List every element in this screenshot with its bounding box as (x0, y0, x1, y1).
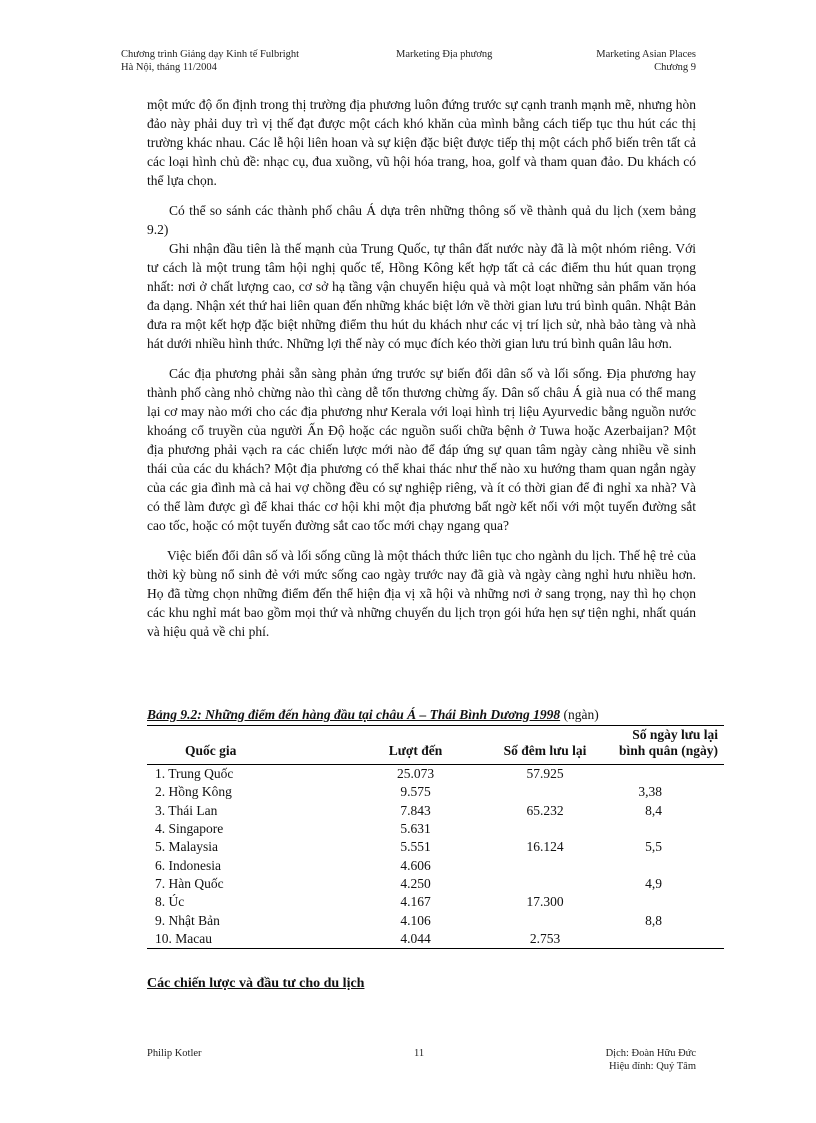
cell-country: 3. Thái Lan (155, 802, 218, 818)
cell-arrivals: 9.575 (400, 784, 431, 800)
cell-arrivals: 4.606 (400, 857, 431, 873)
col-header-nights: Số đêm lưu lại (473, 726, 617, 765)
header-date: Hà Nội, tháng 11/2004 (121, 62, 217, 73)
table-header-row (147, 726, 724, 765)
cell-nights (473, 911, 617, 929)
table-caption-title: Bảng 9.2: Những điểm đến hàng đầu tại châu Á – Thái Bình Dương 1998 (147, 707, 561, 722)
table-row (147, 930, 724, 949)
col-header-arrivals: Lượt đến (358, 726, 473, 765)
header-right (596, 48, 696, 74)
paragraph: Việc biến đổi dân số và lối sống cũng là một thách thức liên tục cho ngành du lịch. Thế hệ trẻ của thời kỳ bùng nổ sinh đẻ với mức sống cao ngày trước nay đã già và ngày càng nghỉ hưu nhiều hơn. Họ đã từng chọn những điểm đến thể hiện địa vị xã hội và những nơi ở sang trọng, nay thì họ chọn các khu nghỉ mát bao gồm mọi thứ và những chuyến du lịch trọn gói hứa hẹn sự tiện nghi, nhất quán và hiệu quả về chi phí. (147, 548, 696, 639)
cell-avg-stay: 5,5 (645, 839, 662, 855)
table-row (147, 838, 724, 856)
cell-nights: 2.753 (473, 930, 617, 949)
cell-avg-stay: 8,4 (645, 802, 662, 818)
cell-avg-stay: 3,38 (638, 784, 662, 800)
cell-avg-stay (617, 820, 724, 838)
cell-nights (473, 783, 617, 801)
cell-country: 4. Singapore (155, 821, 224, 837)
cell-nights (473, 856, 617, 874)
table-row (147, 783, 724, 801)
col-header-country: Quốc gia (147, 726, 358, 765)
table-row (147, 911, 724, 929)
cell-avg-stay: 8,8 (645, 912, 662, 928)
table-row (147, 856, 724, 874)
cell-nights (473, 875, 617, 893)
header-center: Marketing Địa phương (396, 49, 493, 60)
header-book-title: Marketing Asian Places (596, 49, 696, 60)
cell-arrivals: 25.073 (396, 766, 435, 782)
cell-nights: 57.925 (526, 766, 564, 782)
cell-avg-stay: 4,9 (645, 875, 662, 891)
cell-arrivals: 5.551 (400, 839, 431, 855)
cell-avg-stay (617, 893, 724, 911)
cell-country: 8. Úc (155, 894, 185, 910)
table-row (147, 765, 724, 784)
paragraph: Có thể so sánh các thành phố châu Á dựa trên những thông số về thành quả du lịch (xem bảng 9.2) (147, 203, 696, 237)
cell-nights: 65.232 (526, 802, 564, 818)
cell-arrivals: 5.631 (400, 821, 431, 837)
cell-country: 9. Nhật Bản (155, 912, 220, 928)
paragraph: Ghi nhận đầu tiên là thế mạnh của Trung Quốc, tự thân đất nước này đã là một nhóm riêng. Với tư cách là một trung tâm hội nghị quốc tế, Hồng Kông kết hợp tất cả các điểm thu hút quan trọng nhất: nơi ở chất lượng cao, cơ sở hạ tầng vận chuyển hiệu quả và một loạt những sản phẩm văn hóa đa dạng. Nhận xét thứ hai liên quan đến những khác biệt lớn về thời gian lưu trú bình quân. Nhật Bản đưa ra một kết hợp đặc biệt những điểm thu hút du khách như các vị trí lịch sử, nhà bảo tàng và nhà hát dưới nhiều hình thức. Những lợi thế này có mục đích kéo thời gian lưu trú bình quân lâu hơn. (147, 241, 696, 351)
cell-nights: 16.124 (526, 839, 564, 855)
section-title: Các chiến lược và đầu tư cho du lịch (147, 976, 365, 991)
header-program: Chương trình Giảng dạy Kinh tế Fulbright (121, 49, 300, 60)
cell-country: 6. Indonesia (155, 857, 221, 873)
cell-arrivals: 7.843 (400, 802, 431, 818)
table-caption-unit: (ngàn) (560, 707, 599, 722)
cell-avg-stay (617, 930, 724, 949)
table-row (147, 875, 724, 893)
cell-country: 10. Macau (147, 930, 358, 949)
cell-avg-stay (617, 765, 724, 784)
footer-right (606, 1047, 696, 1073)
body-text (147, 95, 696, 641)
cell-arrivals: 4.106 (400, 912, 431, 928)
table-caption (147, 707, 599, 723)
table-row (147, 820, 724, 838)
table-row (147, 802, 724, 820)
cell-nights: 17.300 (526, 894, 564, 910)
cell-arrivals: 4.167 (400, 894, 431, 910)
cell-country: 7. Hàn Quốc (155, 875, 224, 891)
footer-author: Philip Kotler (147, 1048, 202, 1059)
page-number: 11 (414, 1048, 425, 1059)
cell-country: 2. Hồng Kông (155, 784, 232, 800)
destinations-table (147, 725, 724, 949)
footer-translator: Dịch: Đoàn Hữu Đức (605, 1048, 696, 1059)
paragraph: một mức độ ổn định trong thị trường địa phương luôn đứng trước sự cạnh tranh mạnh mẽ, nhưng hòn đảo này phải duy trì vị thế đạt được một cách khó khăn của mình bằng cách tiếp tục thu hút các thị trường khác nhau. Các lễ hội liên hoan và sự kiện đặc biệt được tiếp thị một cách phổ biến trên tất cả các loại hình chủ đề: nhạc cụ, đua xuồng, vũ hội hóa trang, hoa, golf và tham quan đảo. Du khách có thể lựa chọn. (147, 97, 696, 188)
cell-avg-stay (617, 856, 724, 874)
paragraph: Các địa phương phải sẵn sàng phản ứng trước sự biến đổi dân số và lối sống. Địa phương hay thành phố càng nhỏ chừng nào thì càng dễ tổn thương chừng ấy. Dân số châu Á già nua có thể mang lại cơ may nào mới cho các địa phương như Kerala với loại hình trị liệu Ayurvedic bằng nguồn nước khoáng cổ truyền của người Ấn Độ hoặc các nguồn suối chữa bệnh ở Tuwa hoặc Azerbaijan? Một địa phương phải vạch ra các chiến lược mới nào để đáp ứng sự quan tâm ngày càng nhiều về sinh thái của các du khách? Một địa phương có thể khai thác như thế nào xu hướng tham quan ngắn ngày của các gia đình mà cả hai vợ chồng đều có sự nghiệp riêng, và ít có thời gian để đi nghỉ xa nhà? Và có thể làm được gì để khai thác cơ hội khi một địa phương bất ngờ kết nối với một tuyến đường sắt cao tốc, hoặc có một tuyến đường sắt cao tốc mới chạy ngang qua? (147, 366, 696, 533)
footer-editor: Hiệu đính: Quý Tâm (608, 1061, 696, 1072)
cell-country: 1. Trung Quốc (155, 766, 234, 782)
cell-nights (473, 820, 617, 838)
header-chapter: Chương 9 (654, 62, 696, 73)
cell-country: 5. Malaysia (155, 839, 218, 855)
header-left (121, 48, 299, 74)
table-row (147, 893, 724, 911)
col-header-avg-stay: Số ngày lưu lại bình quân (ngày) (617, 726, 724, 765)
cell-arrivals: 4.044 (358, 930, 473, 949)
cell-arrivals: 4.250 (400, 875, 431, 891)
